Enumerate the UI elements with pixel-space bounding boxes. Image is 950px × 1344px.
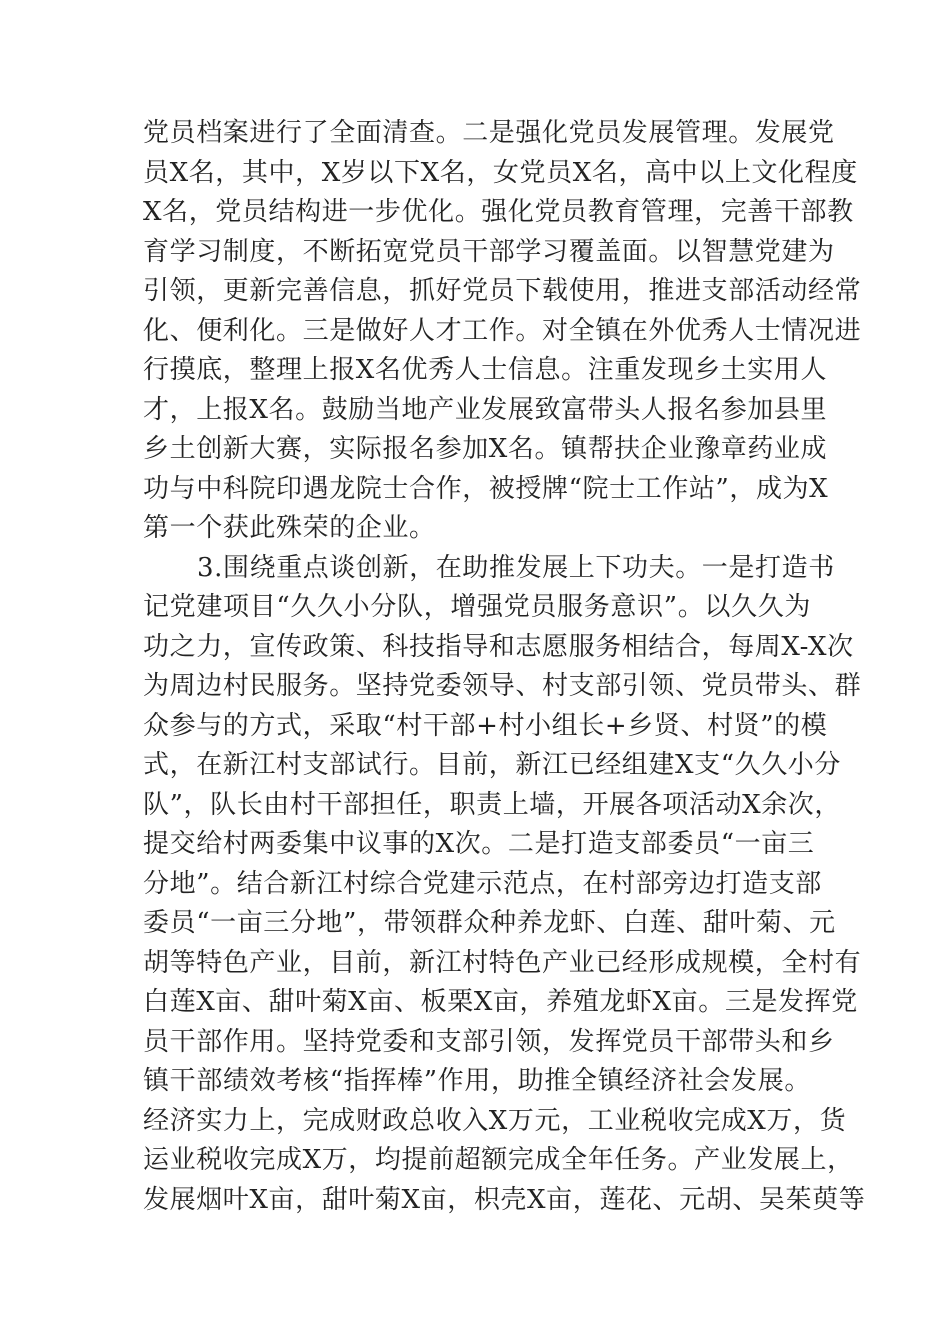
text-line: 化、便利化。三是做好人才工作。对全镇在外优秀人士情况进 — [143, 315, 862, 346]
text-line: 胡等特色产业，目前，新江村特色产业已经形成规模，全村有 — [143, 947, 862, 978]
text-line: X名，党员结构进一步优化。强化党员教育管理，完善干部教 — [143, 197, 854, 227]
text-line: 运业税收完成X万，均提前超额完成全年任务。产业发展上， — [143, 1145, 854, 1175]
text-line: 队”，队长由村干部担任，职责上墙，开展各项活动X余次， — [143, 789, 842, 820]
text-line: 党员档案进行了全面清查。二是强化党员发展管理。发展党 — [143, 118, 835, 148]
text-line: 白莲X亩、甜叶菊X亩、板栗X亩，养殖龙虾X亩。三是发挥党 — [143, 987, 858, 1017]
text-line: 众参与的方式，采取“村干部+村小组长+乡贤、村贤”的模 — [143, 710, 828, 741]
text-line: 分地”。结合新江村综合党建示范点，在村部旁边打造支部 — [143, 868, 822, 899]
text-line: 经济实力上，完成财政总收入X万元，工业税收完成X万，货 — [143, 1105, 847, 1136]
text-line: 乡土创新大赛，实际报名参加X名。镇帮扶企业豫章药业成 — [143, 434, 828, 464]
text-line: 提交给村两委集中议事的X次。二是打造支部委员“一亩三 — [143, 829, 815, 859]
paragraph-1 — [143, 114, 862, 549]
text-line: 镇干部绩效考核“指挥棒”作用，助推全镇经济社会发展。 — [143, 1066, 811, 1096]
text-line: 功与中科院印遇龙院士合作，被授牌“院士工作站”，成为X — [143, 473, 829, 504]
text-line: 发展烟叶X亩，甜叶菊X亩，枳壳X亩，莲花、元胡、吴茱萸等 — [143, 1184, 866, 1215]
paragraph-2 — [143, 549, 866, 1221]
text-line: 委员“一亩三分地”，带领群众种养龙虾、白莲、甜叶菊、元 — [143, 908, 836, 938]
text-line: 育学习制度，不断拓宽党员干部学习覆盖面。以智慧党建为 — [143, 236, 835, 267]
text-line: 第一个获此殊荣的企业。 — [143, 513, 436, 543]
text-line: 3.围绕重点谈创新，在助推发展上下功夫。一是打造书 — [197, 552, 835, 583]
text-line: 员干部作用。坚持党委和支部引领，发挥党员干部带头和乡 — [143, 1026, 835, 1057]
text-line: 功之力，宣传政策、科技指导和志愿服务相结合，每周X-X次 — [143, 631, 854, 662]
text-line: 才，上报X名。鼓励当地产业发展致富带头人报名参加县里 — [143, 394, 828, 425]
text-line: 记党建项目“久久小分队，增强党员服务意识”。以久久为 — [143, 592, 811, 622]
text-line: 引领，更新完善信息，抓好党员下载使用，推进支部活动经常 — [143, 276, 862, 306]
document-body — [143, 114, 866, 1220]
text-line: 式，在新江村支部试行。目前，新江已经组建X支“久久小分 — [143, 750, 842, 780]
text-line: 为周边村民服务。坚持党委领导、村支部引领、党员带头、群 — [143, 671, 862, 701]
text-line: 员X名，其中，X岁以下X名，女党员X名，高中以上文化程度 — [143, 157, 858, 188]
text-line: 行摸底，整理上报X名优秀人士信息。注重发现乡土实用人 — [143, 355, 828, 385]
